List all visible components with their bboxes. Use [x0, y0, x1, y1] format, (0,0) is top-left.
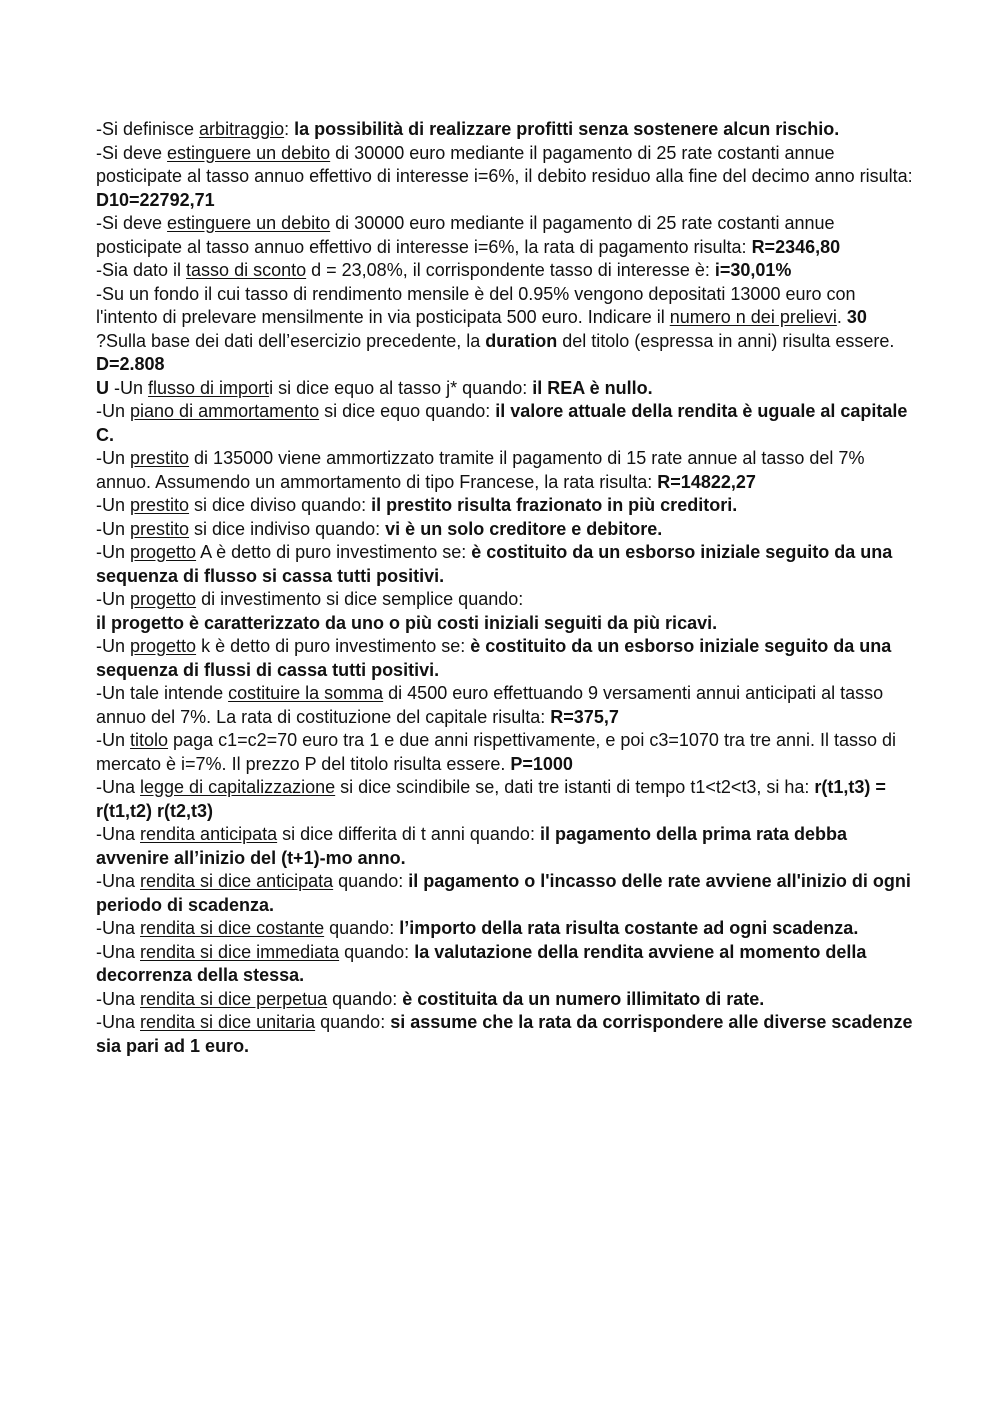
answer: vi è un solo creditore e debitore. [385, 518, 663, 539]
term: progetto [130, 542, 197, 562]
entry-rendita-anticipata: -Una rendita si dice anticipata quando: il pagamento o l'incasso delle rate avviene all'inizio di ogni periodo di scadenza. [96, 871, 911, 915]
entry-duration: ?Sulla base dei dati dell’esercizio precedente, la duration del titolo (espressa in anni) risulta essere. D=2.808 [96, 330, 895, 374]
term: estinguere un debito [167, 142, 331, 163]
term: rendita si dice costante [140, 918, 325, 938]
answer: 30 [846, 307, 867, 327]
answer: r(t1,t3) = r(t1,t2) r(t2,t3) [96, 777, 886, 821]
answer: è costituita da un numero illimitato di rate. [402, 988, 765, 1009]
answer: D10=22792,71 [96, 189, 215, 210]
term: rendita anticipata [140, 824, 278, 844]
entry-titolo: -Un titolo paga c1=c2=70 euro tra 1 e due anni rispettivamente, e poi c3=1070 tra tre anni. Il tasso di mercato è i=7%. Il prezzo P del titolo risulta essere. P=1000 [96, 730, 897, 774]
entry-prestito-diviso: -Un prestito si dice diviso quando: il prestito risulta frazionato in più creditori. [96, 495, 738, 515]
entry-progetto-k: -Un progetto k è detto di puro investimento se: è costituito da un esborso iniziale seguito da una sequenza di flussi di cassa tutti positivi. [96, 636, 892, 680]
entry-piano-ammortamento: -Un piano di ammortamento si dice equo quando: il valore attuale della rendita è uguale al capitale C. [96, 401, 908, 445]
answer: la valutazione della rendita avviene al momento della decorrenza della stessa. [96, 941, 867, 985]
term: arbitraggio [199, 119, 285, 139]
answer: si assume che la rata da corrispondere alle diverse scadenze sia pari ad 1 euro. [96, 1012, 913, 1056]
answer: è costituito da un esborso iniziale seguito da una sequenza di flusso si cassa tutti positivi. [96, 542, 893, 586]
term: numero n dei prelievi [669, 307, 837, 327]
term: flusso di import [148, 377, 270, 398]
term: prestito [130, 495, 190, 515]
term: titolo [130, 730, 169, 750]
answer: R=2346,80 [751, 236, 841, 257]
entry-rendita-unitaria: -Una rendita si dice unitaria quando: si assume che la rata da corrispondere alle diverse scadenze sia pari ad 1 euro. [96, 1012, 913, 1056]
entry-progetto-semplice: -Un progetto di investimento si dice semplice quando: il progetto è caratterizzato da uno o più costi iniziali seguiti da più ricavi. [96, 589, 718, 633]
term: duration [485, 330, 558, 351]
entry-prestito-indiviso: -Un prestito si dice indiviso quando: vi è un solo creditore e debitore. [96, 518, 663, 539]
entry-legge-capitalizzazione: -Una legge di capitalizzazione si dice scindibile se, dati tre istanti di tempo t1<t2<t3, si ha: r(t1,t3) = r(t1,t2) r(t2,t3) [96, 777, 886, 821]
answer: il pagamento o l'incasso delle rate avviene all'inizio di ogni periodo di scadenza. [96, 871, 911, 915]
entry-debito-residuo: -Si deve estinguere un debito di 30000 euro mediante il pagamento di 25 rate costanti annue posticipate al tasso annuo effettivo di interesse i=6%, il debito residuo alla fine del decimo anno risulta: D10=22792,71 [96, 142, 913, 210]
entry-arbitraggio: -Si definisce arbitraggio: la possibilità di realizzare profitti senza sostenere alcun rischio. [96, 119, 840, 139]
entry-costituire-somma: -Un tale intende costituire la somma di 4500 euro effettuando 9 versamenti annui anticipati al tasso annuo del 7%. La rata di costituzione del capitale risulta: R=375,7 [96, 683, 884, 727]
entry-progetto-a: -Un progetto A è detto di puro investimento se: è costituito da un esborso iniziale seguito da una sequenza di flusso si cassa tutti positivi. [96, 542, 893, 586]
answer: il progetto è caratterizzato da uno o più costi iniziali seguiti da più ricavi. [96, 612, 718, 633]
term: piano di ammortamento [130, 401, 320, 421]
term: progetto [130, 636, 197, 656]
answer: il valore attuale della rendita è uguale al capitale C. [96, 401, 908, 445]
entry-prestito-francese: -Un prestito di 135000 viene ammortizzato tramite il pagamento di 15 rate annue al tasso del 7% annuo. Assumendo un ammortamento di tipo Francese, la rata risulta: R=14822,27 [96, 448, 865, 492]
entry-rendita-costante: -Una rendita si dice costante quando: l’importo della rata risulta costante ad ogni scadenza. [96, 918, 859, 938]
answer: la possibilità di realizzare profitti senza sostenere alcun rischio. [294, 119, 840, 139]
term: prestito [130, 448, 190, 468]
term: rendita si dice unitaria [140, 1012, 316, 1032]
answer: R=14822,27 [657, 471, 756, 492]
marker: U [96, 377, 109, 398]
answer: l’importo della rata risulta costante ad ogni scadenza. [399, 918, 859, 938]
answer: R=375,7 [550, 706, 619, 727]
answer: D=2.808 [96, 354, 165, 374]
term: tasso di sconto [186, 260, 307, 280]
term: prestito [130, 518, 190, 539]
term: rendita si dice anticipata [140, 871, 334, 891]
answer: è costituito da un esborso iniziale seguito da una sequenza di flussi di cassa tutti positivi. [96, 636, 892, 680]
term: legge di capitalizzazione [140, 777, 336, 797]
entry-rata-pagamento: -Si deve estinguere un debito di 30000 euro mediante il pagamento di 25 rate costanti annue posticipate al tasso annuo effettivo di interesse i=6%, la rata di pagamento risulta: R=2346,80 [96, 213, 841, 257]
term: rendita si dice perpetua [140, 988, 328, 1009]
answer: il pagamento della prima rata debba avvenire all’inizio del (t+1)-mo anno. [96, 824, 848, 868]
answer: P=1000 [510, 753, 573, 774]
entry-numero-prelievi: -Su un fondo il cui tasso di rendimento mensile è del 0.95% vengono depositati 13000 euro con l'intento di prelevare mensilmente in via posticipata 500 euro. Indicare il numero n dei prelievi. 30 [96, 283, 867, 327]
entry-tasso-sconto: -Sia dato il tasso di sconto d = 23,08%, il corrispondente tasso di interesse è: i=30,01% [96, 260, 792, 280]
term: rendita si dice immediata [140, 941, 340, 962]
document-body [96, 118, 916, 1058]
term: costituire la somma [228, 683, 384, 703]
answer: il REA è nullo. [532, 377, 653, 398]
term: progetto [130, 589, 197, 609]
entry-flusso-importi: U -Un flusso di importi si dice equo al tasso j* quando: il REA è nullo. [96, 377, 653, 398]
entry-rendita-differita: -Una rendita anticipata si dice differita di t anni quando: il pagamento della prima rata debba avvenire all’inizio del (t+1)-mo anno. [96, 824, 848, 868]
answer: i=30,01% [714, 260, 792, 280]
term: estinguere un debito [167, 213, 331, 233]
entry-rendita-immediata: -Una rendita si dice immediata quando: la valutazione della rendita avviene al momento della decorrenza della stessa. [96, 941, 867, 985]
answer: il prestito risulta frazionato in più creditori. [371, 495, 738, 515]
entry-rendita-perpetua: -Una rendita si dice perpetua quando: è costituita da un numero illimitato di rate. [96, 988, 765, 1009]
